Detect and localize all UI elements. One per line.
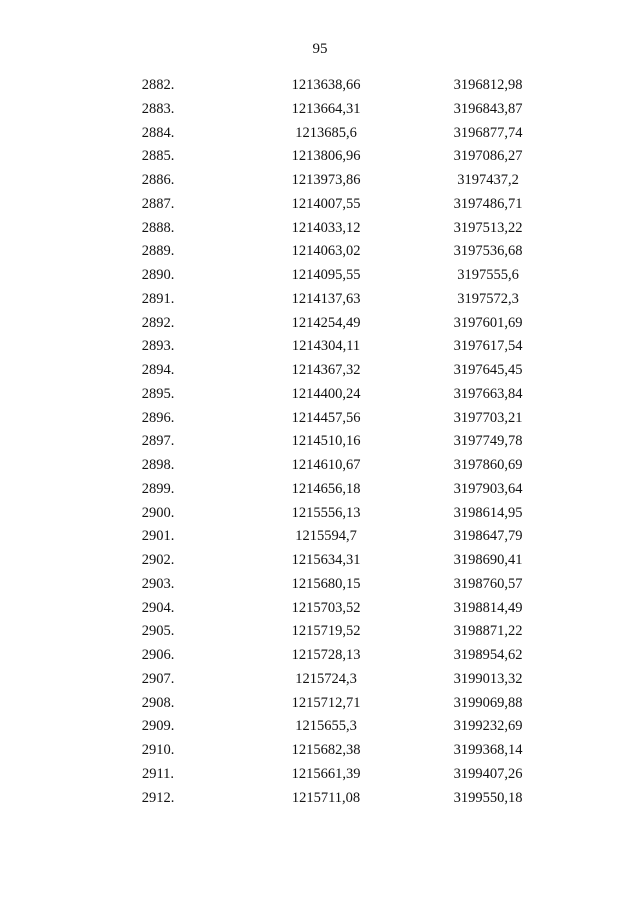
table-row [0,575,640,599]
y-coordinate-cell: 3197601,69 [453,314,523,331]
table-row [0,100,640,124]
y-coordinate-cell: 3198871,22 [453,623,523,640]
x-coordinate-cell: 1215556,13 [291,504,361,521]
table-row [0,314,640,338]
coordinate-table [0,76,640,812]
y-coordinate-cell: 3199069,88 [453,694,523,711]
table-row [0,456,640,480]
x-coordinate-cell: 1214367,32 [291,362,361,378]
point-number-cell: 2888. [141,219,175,236]
y-coordinate-cell: 3197486,71 [453,195,523,212]
table-row [0,242,640,266]
x-coordinate-cell: 1214510,16 [291,433,361,450]
x-coordinate-cell: 1213664,31 [291,100,361,117]
y-coordinate-cell: 3198814,49 [453,599,523,616]
point-number-cell: 2886. [141,172,175,188]
y-coordinate-cell: 3198760,57 [453,575,523,592]
point-number-cell: 2898. [141,457,175,473]
table-row [0,171,640,195]
y-coordinate-cell: 3198614,95 [453,504,523,521]
x-coordinate-cell: 1215682,38 [291,742,361,758]
point-number-cell: 2895. [141,385,175,402]
y-coordinate-cell: 3197086,27 [453,148,523,165]
y-coordinate-cell: 3198954,62 [453,647,523,663]
table-row [0,504,640,528]
y-coordinate-cell: 3197663,84 [453,385,523,402]
table-row [0,694,640,718]
x-coordinate-cell: 1215703,52 [291,599,361,616]
y-coordinate-cell: 3199550,18 [453,789,523,806]
table-row [0,480,640,504]
point-number-cell: 2899. [141,480,175,497]
y-coordinate-cell: 3197749,78 [453,433,523,450]
x-coordinate-cell: 1214656,18 [291,480,361,497]
x-coordinate-cell: 1214400,24 [291,385,361,402]
table-row [0,717,640,741]
point-number-cell: 2897. [141,433,175,450]
x-coordinate-cell: 1214033,12 [291,219,361,236]
point-number-cell: 2884. [141,124,175,141]
y-coordinate-cell: 3197555,6 [457,267,519,283]
table-row [0,76,640,100]
point-number-cell: 2904. [141,599,175,616]
y-coordinate-cell: 3198690,41 [453,552,523,568]
y-coordinate-cell: 3197703,21 [453,409,523,426]
x-coordinate-cell: 1215728,13 [291,647,361,663]
y-coordinate-cell: 3199232,69 [453,718,523,735]
table-row [0,361,640,385]
point-number-cell: 2896. [141,409,175,426]
point-number-cell: 2909. [141,718,175,735]
table-row [0,124,640,148]
y-coordinate-cell: 3197903,64 [453,480,523,497]
point-number-cell: 2910. [141,742,175,758]
point-number-cell: 2902. [141,552,175,568]
point-number-cell: 2889. [141,243,175,260]
table-row [0,670,640,694]
x-coordinate-cell: 1214095,55 [291,267,361,283]
y-coordinate-cell: 3197437,2 [457,172,519,188]
y-coordinate-cell: 3197513,22 [453,219,523,236]
table-row [0,432,640,456]
x-coordinate-cell: 1213806,96 [291,148,361,165]
x-coordinate-cell: 1213638,66 [291,77,361,93]
table-row [0,195,640,219]
x-coordinate-cell: 1215594,7 [295,528,357,545]
table-row [0,219,640,243]
page-number: 95 [312,41,328,57]
y-coordinate-cell: 3197536,68 [453,243,523,260]
point-number-cell: 2891. [141,290,175,307]
table-row [0,385,640,409]
point-number-cell: 2912. [141,789,175,806]
x-coordinate-cell: 1215661,39 [291,765,361,782]
x-coordinate-cell: 1214063,02 [291,243,361,260]
y-coordinate-cell: 3197860,69 [453,457,523,473]
x-coordinate-cell: 1214254,49 [291,314,361,331]
x-coordinate-cell: 1215712,71 [291,694,361,711]
x-coordinate-cell: 1214610,67 [291,457,361,473]
table-row [0,622,640,646]
table-row [0,527,640,551]
y-coordinate-cell: 3199368,14 [453,742,523,758]
point-number-cell: 2893. [141,338,175,355]
y-coordinate-cell: 3198647,79 [453,528,523,545]
point-number-cell: 2900. [141,504,175,521]
table-row [0,741,640,765]
table-row [0,147,640,171]
y-coordinate-cell: 3197617,54 [453,338,523,355]
point-number-cell: 2892. [141,314,175,331]
x-coordinate-cell: 1214007,55 [291,195,361,212]
y-coordinate-cell: 3196812,98 [453,77,523,93]
y-coordinate-cell: 3196843,87 [453,100,523,117]
table-row [0,337,640,361]
point-number-cell: 2908. [141,694,175,711]
point-number-cell: 2901. [141,528,175,545]
x-coordinate-cell: 1213973,86 [291,172,361,188]
table-row [0,646,640,670]
table-row [0,290,640,314]
y-coordinate-cell: 3199407,26 [453,765,523,782]
table-row [0,765,640,789]
point-number-cell: 2903. [141,575,175,592]
x-coordinate-cell: 1214304,11 [291,338,361,355]
table-row [0,266,640,290]
y-coordinate-cell: 3199013,32 [453,670,523,687]
point-number-cell: 2885. [141,148,175,165]
table-row [0,409,640,433]
point-number-cell: 2887. [141,195,175,212]
point-number-cell: 2894. [141,362,175,378]
x-coordinate-cell: 1213685,6 [295,124,357,141]
point-number-cell: 2882. [141,77,175,93]
table-row [0,599,640,623]
x-coordinate-cell: 1215655,3 [295,718,357,735]
point-number-cell: 2907. [141,670,175,687]
point-number-cell: 2905. [141,623,175,640]
x-coordinate-cell: 1215634,31 [291,552,361,568]
point-number-cell: 2890. [141,267,175,283]
x-coordinate-cell: 1215680,15 [291,575,361,592]
table-row [0,551,640,575]
y-coordinate-cell: 3197645,45 [453,362,523,378]
table-row [0,789,640,813]
x-coordinate-cell: 1215724,3 [295,670,357,687]
y-coordinate-cell: 3196877,74 [453,124,523,141]
x-coordinate-cell: 1215711,08 [291,789,361,806]
point-number-cell: 2906. [141,647,175,663]
x-coordinate-cell: 1215719,52 [291,623,361,640]
x-coordinate-cell: 1214137,63 [291,290,361,307]
x-coordinate-cell: 1214457,56 [291,409,361,426]
point-number-cell: 2883. [141,100,175,117]
y-coordinate-cell: 3197572,3 [457,290,519,307]
point-number-cell: 2911. [141,765,175,782]
